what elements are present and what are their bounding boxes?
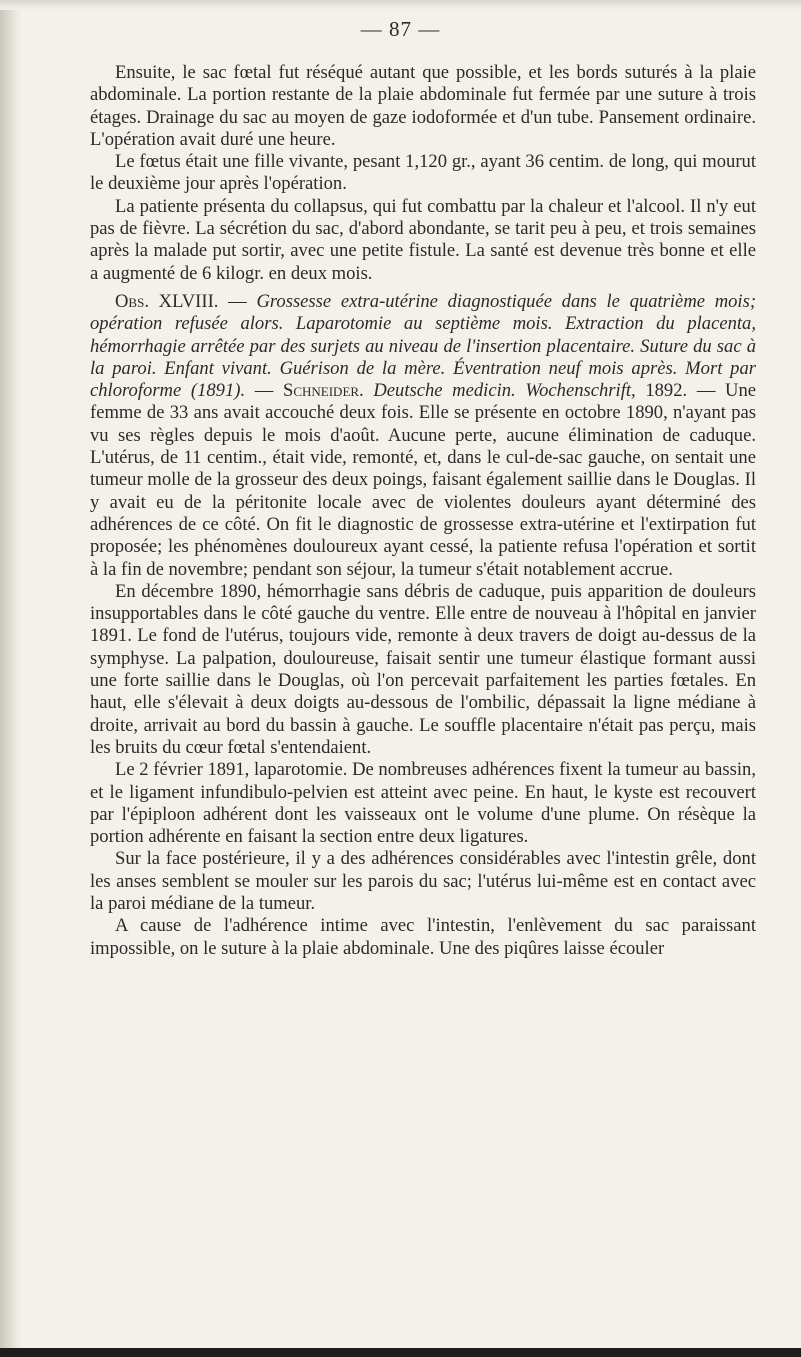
page-bottom-edge [0,1348,801,1357]
page-top-edge [0,0,801,10]
paragraph: A cause de l'adhérence intime avec l'intestin, l'enlèvement du sac paraissant impossible, on le suture à la plaie abdominale. Une des piqûres laisse écouler [90,915,756,959]
paragraph: La patiente présenta du collapsus, qui fut combattu par la chaleur et l'alcool. Il n'y eut pas de fièvre. La sécrétion du sac, d'abord abondante, se tarit peu à peu, et trois semaines après la malade put sortir, avec une petite fistule. La santé est devenue très bonne et elle a augmenté de 6 kilogr. en deux mois. [90,195,756,284]
observation-author: Schneider. [283,380,364,402]
page-number: — 87 — [360,17,441,41]
observation-label: Obs. XLVIII. [115,290,219,312]
paragraph: Sur la face postérieure, il y a des adhérences considérables avec l'intestin grêle, dont les anses semblent se mouler sur les parois du sac; l'utérus lui-même est en contact avec la paroi médiane de la tumeur. [90,848,756,914]
paragraph: Le 2 février 1891, laparotomie. De nombreuses adhérences fixent la tumeur au bassin, et le ligament infundibulo-pelvien est atteint avec peine. En haut, le kyste est recouvert par l'épiploon adhérent dont les vaisseaux ont le volume d'une plume. On résèque la portion adhérente en faisant la section entre deux ligatures. [90,759,756,848]
observation-text: — Une femme de 33 ans avait accouché deux fois. Elle se présente en octobre 1890, n'ayant pas vu ses règles depuis le mois d'août. Aucune perte, aucune élimination de caduque. L'utérus, de 11 centim., était vide, remonté, et, dans le cul-de-sac gauche, on sentait une tumeur molle de la grosseur des deux poings, faisant également saillie dans le Douglas. Il y avait eu de la péritonite locale avec de violentes douleurs ayant déterminé des adhérences de ce côté. On fit le diagnostic de grossesse extra-utérine et l'extirpation fut proposée; les phénomènes douloureux ayant cessé, la patiente refusa l'opération et sortit à la fin de novembre; pendant son séjour, la tumeur s'était notablement accrue. [90,380,757,580]
observation-title: Grossesse extra-utérine diagnostiquée dans le quatrième mois; opération refusée alors. Laparotomie au septième mois. Extraction du placenta, hémorrhagie arrêtée par des surjets au niveau de l'insertion placentaire. Suture du sac à la paroi. Enfant vivant. Guérison de la mère. Éventration neuf mois après. Mort par chloroforme (1891). [90,290,757,402]
dash: — [218,290,257,312]
observation-paragraph [90,291,756,581]
paragraph: En décembre 1890, hémorrhagie sans débris de caduque, puis apparition de douleurs insupportables dans le côté gauche du ventre. Elle entre de nouveau à l'hôpital en janvier 1891. Le fond de l'utérus, toujours vide, remonte à deux travers de doigt au-dessus de la symphyse. La palpation, douloureuse, faisait sentir une tumeur élastique formant aussi une forte saillie dans le Douglas, où l'on percevait parfaitement les parties fœtales. En haut, elle s'élevait à deux doigts au-dessous de l'ombilic, dépassait la ligne médiane à droite, arrivait au bord du bassin à gauche. Le souffle placentaire n'était pas perçu, mais les bruits du cœur fœtal s'entendaient. [90,580,756,758]
paragraph: Le fœtus était une fille vivante, pesant 1,120 gr., ayant 36 centim. de long, qui mourut le deuxième jour après l'opération. [90,151,756,195]
paragraph: Ensuite, le sac fœtal fut réséqué autant que possible, et les bords suturés à la plaie abdominale. La portion restante de la plaie abdominale fut fermée par une suture à trois étages. Drainage du sac au moyen de gaze iodoformée et d'un tube. Pansement ordinaire. L'opération avait duré une heure. [90,62,756,150]
book-spine-shadow [0,0,22,1357]
observation-journal: Deutsche medicin. Wochenschrift, [363,380,636,402]
page-body [90,62,756,960]
dash: — [245,380,283,402]
observation-year: 1892. [635,380,688,402]
